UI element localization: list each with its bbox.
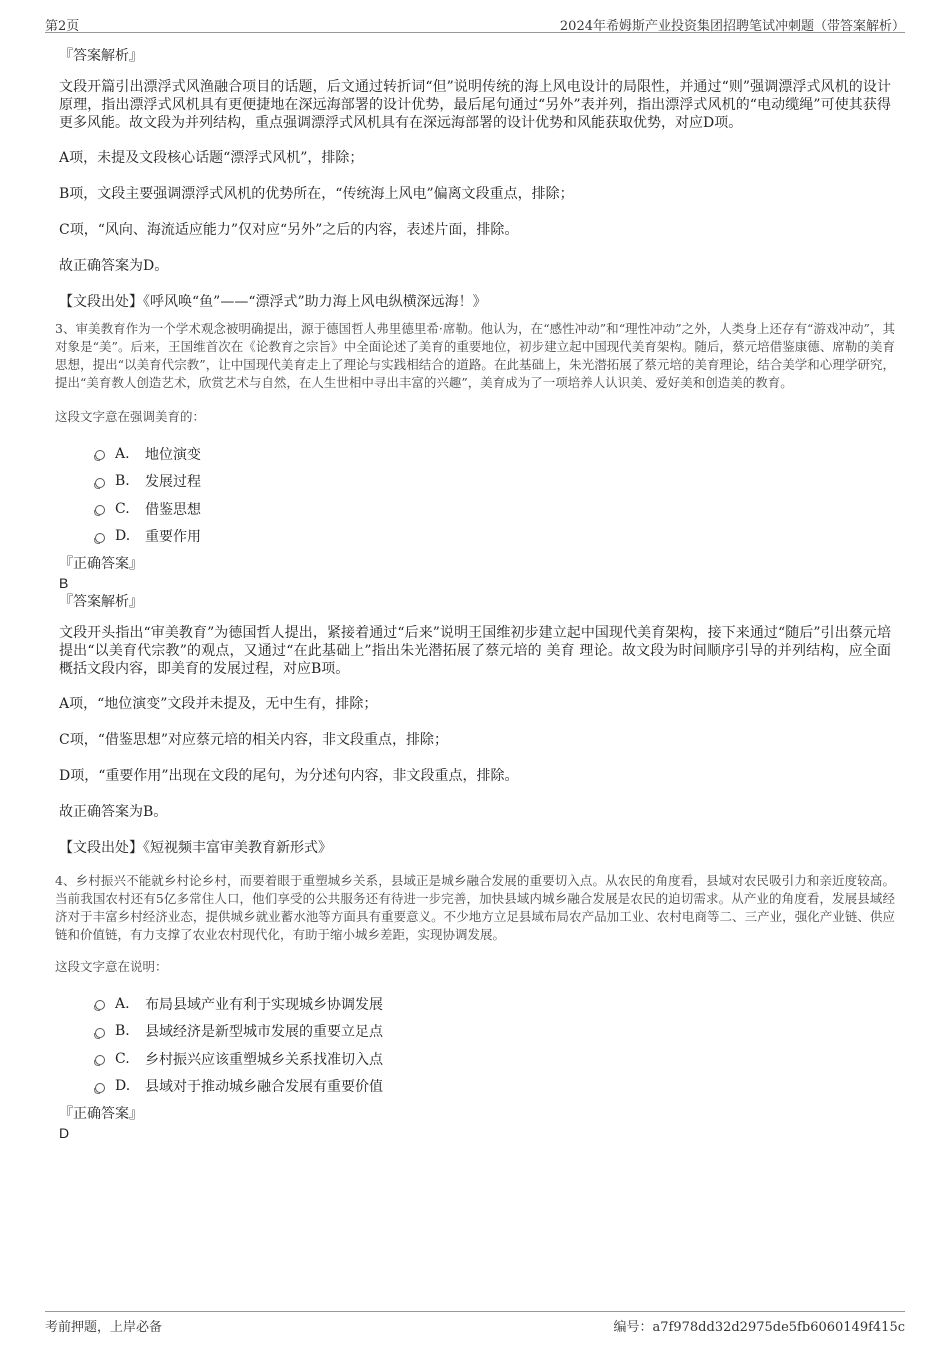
- footer-slogan: 考前押题，上岸必备: [45, 1320, 163, 1335]
- answer-label: 『正确答案』: [59, 556, 143, 572]
- radio-icon[interactable]: [95, 1028, 105, 1038]
- analysis-option-a: A项，未提及文段核心话题“漂浮式风机”，排除；: [59, 150, 364, 166]
- analysis-label: 『答案解析』: [59, 594, 143, 610]
- page-number: 第2页: [45, 19, 80, 34]
- answer-value: D: [59, 1125, 70, 1141]
- question-3-options: [95, 440, 895, 550]
- option-d[interactable]: D. 县域对于推动城乡融合发展有重要价值: [95, 1073, 895, 1101]
- question-3-stem: 3、审美教育作为一个学术观念被明确提出，源于德国哲人弗里德里希·席勒。他认为，在“感性冲动”和“理性冲动”之外，人类身上还存有“游戏冲动”，其对象是“美”。后来，王国维首次在《论教育之宗旨》中全面论述了美育的重要地位，初步建立起中国现代美育架构。随后，蔡元培借鉴康德、席勒的美育思想，提出“以美育代宗教”，让中国现代美育走上了理论与实践相结合的道路。在此基础上，朱光潜拓展了蔡元培的美育理论，结合美学和心理学研究，提出“美育教人创造艺术，欣赏艺术与自然，在人生世相中寻出丰富的兴趣”，美育成为了一项培养人认识美、爱好美和创造美的教育。: [55, 321, 895, 390]
- option-b[interactable]: B. 县域经济是新型城市发展的重要立足点: [95, 1018, 895, 1046]
- answer-value: B: [59, 575, 69, 591]
- analysis-option-a: A项，“地位演变”文段并未提及，无中生有，排除；: [59, 696, 378, 712]
- option-c[interactable]: C. 乡村振兴应该重塑城乡关系找准切入点: [95, 1045, 895, 1073]
- radio-icon[interactable]: [95, 450, 105, 460]
- page-content: [55, 46, 895, 1142]
- analysis-option-c: C项，“借鉴思想”对应蔡元培的相关内容，非文段重点，排除；: [59, 732, 449, 748]
- question-4-stem: 4、乡村振兴不能就乡村论乡村，而要着眼于重塑城乡关系，县域正是城乡融合发展的重要切入点。从农民的角度看，县域对农民吸引力和亲近度较高。当前我国农村还有5亿多常住人口，他们享受的公共服务还有待进一步完善，加快县域内城乡融合发展是农民的迫切需求。从产业的角度看，发展县域经济对于丰富乡村经济业态，提供城乡就业蓄水池等方面具有重要意义。不少地方立足县域布局农产品加工业、农村电商等二、三产业，强化产业链、供应链和价值链，有力支撑了农业农村现代化，有助于缩小城乡差距，实现协调发展。: [55, 873, 895, 942]
- analysis-text: 文段开篇引出漂浮式风渔融合项目的话题，后文通过转折词“但”说明传统的海上风电设计的局限性，并通过“则”强调漂浮式风机的设计原理，指出漂浮式风机具有更便捷地在深远海部署的设计优势，最后尾句通过“另外”表并列，指出漂浮式风机的“电动缆绳”可使其获得更多风能。故文段为并列结构，重点强调漂浮式风机具有在深远海部署的设计优势和风能获取优势，对应D项。: [59, 79, 891, 131]
- option-a[interactable]: A. 布局县域产业有利于实现城乡协调发展: [95, 990, 895, 1018]
- analysis-text: 文段开头指出“审美教育”为德国哲人提出，紧接着通过“后来”说明王国维初步建立起中国现代美育架构，接下来通过“随后”引出蔡元培提出“以美育代宗教”的观点，又通过“在此基础上”指出朱光潜拓展了蔡元培的 美育 理论。故文段为时间顺序引导的并列结构，应全面概括文段内容，即美育的发展过程，对应B项。: [59, 625, 891, 677]
- analysis-label: 『答案解析』: [59, 48, 143, 64]
- option-b[interactable]: B. 发展过程: [95, 468, 895, 496]
- radio-icon[interactable]: [95, 478, 105, 488]
- analysis-option-c: C项，“风向、海流适应能力”仅对应“另外”之后的内容，表述片面，排除。: [59, 222, 519, 238]
- option-a[interactable]: A. 地位演变: [95, 440, 895, 468]
- radio-icon[interactable]: [95, 505, 105, 515]
- analysis-option-d: D项，“重要作用”出现在文段的尾句，为分述句内容，非文段重点，排除。: [59, 768, 519, 784]
- source-citation: 【文段出处】《呼风唤“鱼”——“漂浮式”助力海上风电纵横深远海！》: [59, 294, 487, 310]
- page-header: [45, 12, 905, 33]
- source-citation: 【文段出处】《短视频丰富审美教育新形式》: [59, 840, 332, 856]
- radio-icon[interactable]: [95, 1083, 105, 1093]
- answer-label: 『正确答案』: [59, 1106, 143, 1122]
- question-3-prompt: 这段文字意在强调美育的：: [55, 409, 206, 424]
- analysis-conclusion: 故正确答案为B。: [59, 804, 168, 820]
- option-c[interactable]: C. 借鉴思想: [95, 495, 895, 523]
- option-d[interactable]: D. 重要作用: [95, 523, 895, 551]
- page-footer: [45, 1311, 905, 1334]
- question-4-options: [95, 990, 895, 1100]
- document-id: 编号：a7f978dd32d2975de5fb6060149f415c: [613, 1320, 905, 1335]
- document-title: 2024年希姆斯产业投资集团招聘笔试冲刺题（带答案解析）: [559, 19, 905, 34]
- radio-icon[interactable]: [95, 533, 105, 543]
- analysis-option-b: B项，文段主要强调漂浮式风机的优势所在，“传统海上风电”偏离文段重点，排除；: [59, 186, 574, 202]
- analysis-conclusion: 故正确答案为D。: [59, 258, 169, 274]
- radio-icon[interactable]: [95, 1055, 105, 1065]
- question-4-prompt: 这段文字意在说明：: [55, 959, 168, 974]
- radio-icon[interactable]: [95, 1000, 105, 1010]
